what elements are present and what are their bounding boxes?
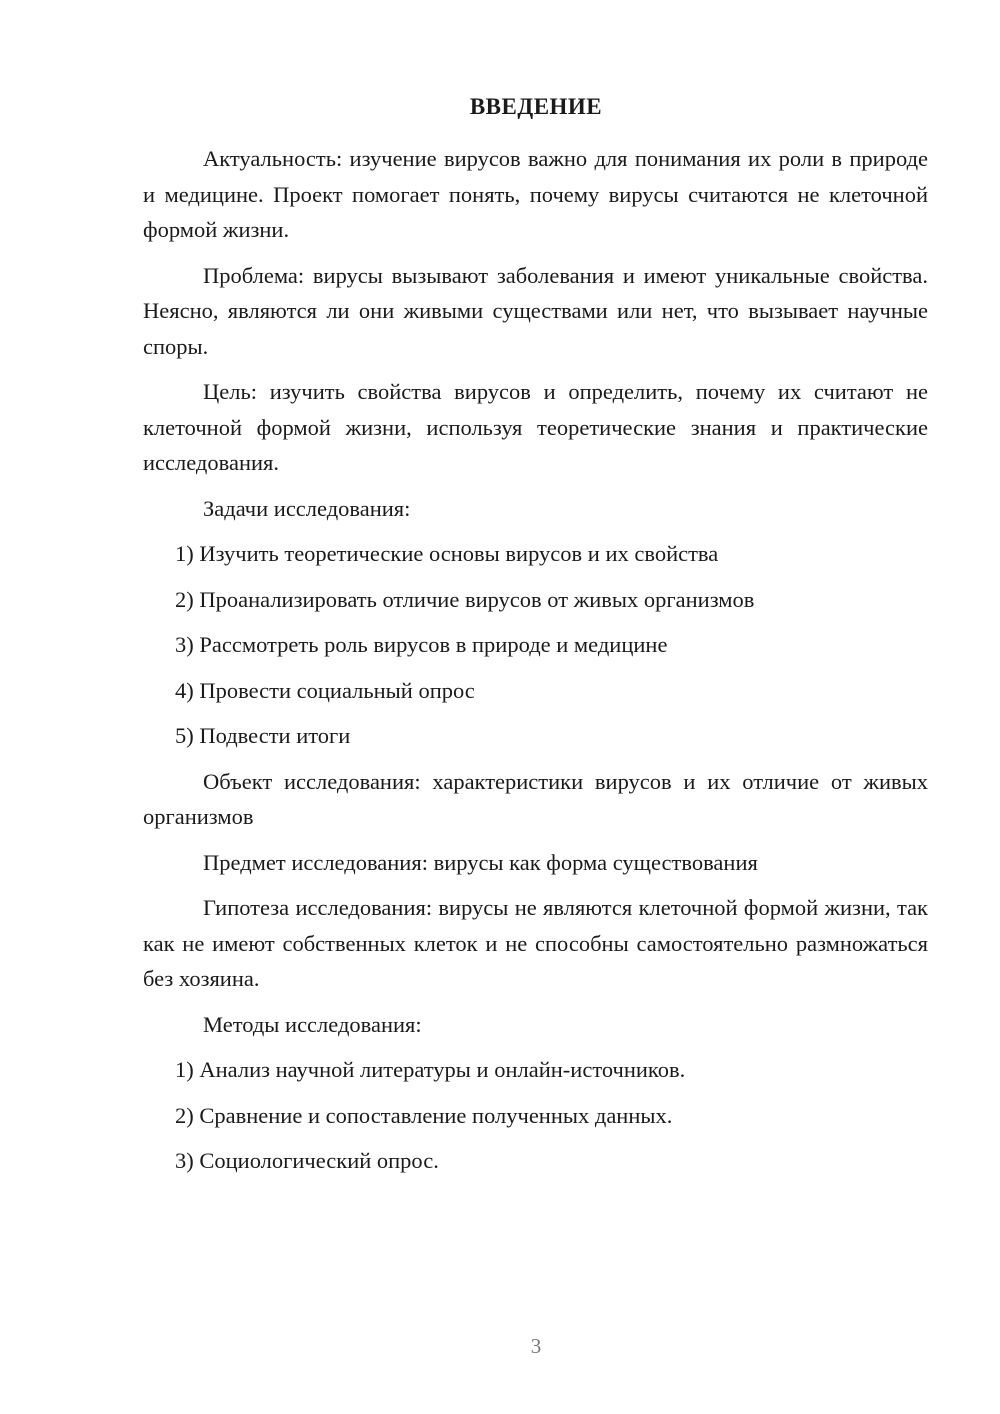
list-item: 1) Изучить теоретические основы вирусов и их свойства xyxy=(175,541,719,566)
tasks-heading: Задачи исследования: xyxy=(203,495,411,521)
list-item: 3) Социологический опрос. xyxy=(175,1148,439,1173)
page-title: ВВЕДЕНИЕ xyxy=(469,94,603,119)
list-item: 3) Рассмотреть роль вирусов в природе и медицине xyxy=(175,632,668,657)
subject-paragraph: Предмет исследования: вирусы как форма существования xyxy=(203,849,758,875)
tasks-list xyxy=(143,536,928,754)
list-item: 5) Подвести итоги xyxy=(175,723,351,748)
page-number: 3 xyxy=(530,1334,542,1358)
relevance-paragraph: Актуальность: изучение вирусов важно для понимания их роли в природе и медицине. Проект помогает понять, почему вирусы считаются не клеточной формой жизни. xyxy=(143,146,928,242)
methods-heading: Методы исследования: xyxy=(203,1011,422,1037)
list-item: 2) Сравнение и сопоставление полученных данных. xyxy=(175,1102,673,1128)
problem-paragraph: Проблема: вирусы вызывают заболевания и имеют уникальные свойства. Неясно, являются ли они живыми существами или нет, что вызывает научные споры. xyxy=(143,262,928,359)
hypothesis-paragraph: Гипотеза исследования: вирусы не являются клеточной формой жизни, так как не имеют собственных клеток и не способны самостоятельно размножаться без хозяина. xyxy=(143,895,928,991)
document-body xyxy=(143,141,928,1189)
goal-paragraph: Цель: изучить свойства вирусов и определить, почему их считают не клеточной формой жизни, используя теоретические знания и практические исследования. xyxy=(143,379,928,475)
list-item: 1) Анализ научной литературы и онлайн-источников. xyxy=(175,1057,686,1082)
list-item: 2) Проанализировать отличие вирусов от живых организмов xyxy=(175,586,755,612)
object-paragraph: Объект исследования: характеристики вирусов и их отличие от живых организмов xyxy=(143,768,928,829)
methods-list xyxy=(143,1052,928,1179)
list-item: 4) Провести социальный опрос xyxy=(175,677,475,703)
